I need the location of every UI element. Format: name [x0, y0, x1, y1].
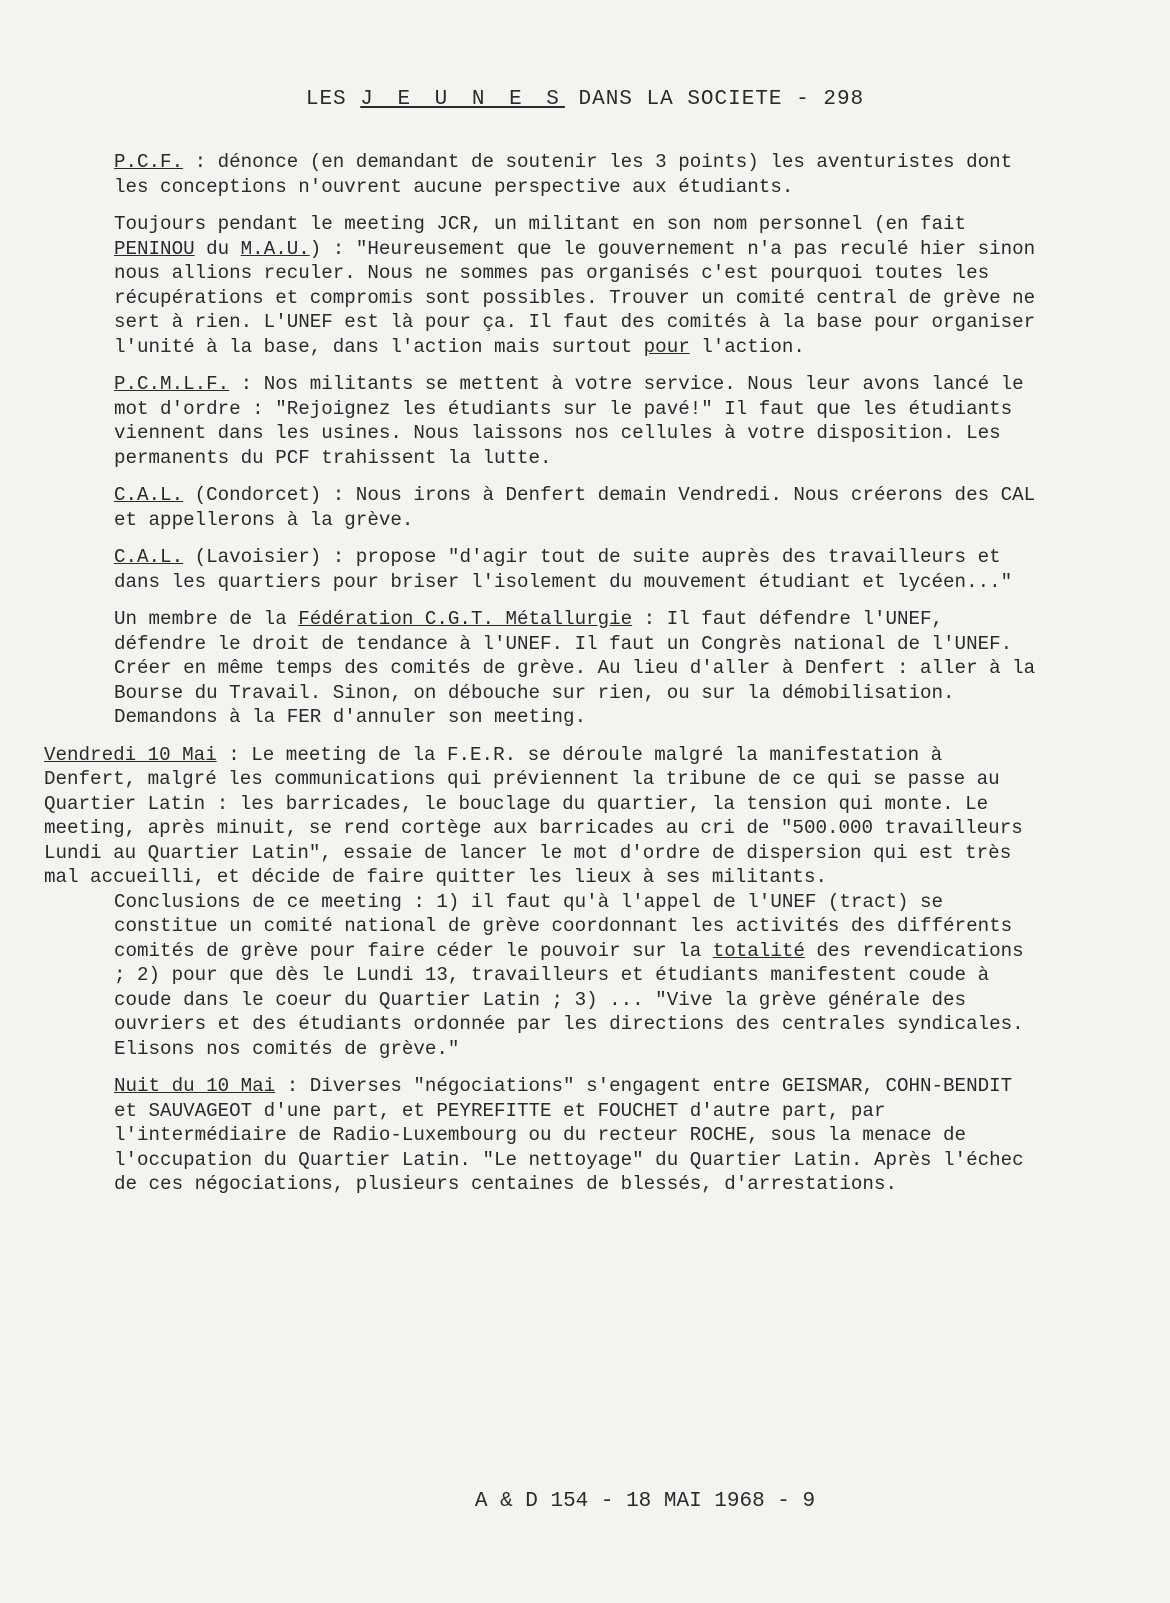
paragraph-conclusions — [44, 890, 1044, 1062]
paragraph-text: l'action. — [689, 335, 805, 358]
paragraph-text: ) : "Heureusement que le gouvernement n'a pas reculé hier sinon nous allions reculer. Nous ne sommes pas organisés c'est pourquoi toutes les récupérations et compromis sont possibles. Trouver un comité central de grève ne sert à rien. L'UNEF est là pour ça. Il faut des comités à la base pour organiser l'unité à la base, dans l'action mais surtout — [114, 237, 1036, 358]
page-header — [0, 88, 1170, 111]
paragraph-label: P.C.F. — [114, 151, 184, 173]
paragraph-cal-condorcet — [44, 483, 1044, 532]
emphasis-pour: pour — [643, 335, 690, 358]
paragraph-text: : Nos militants se mettent à votre service. Nous leur avons lancé le mot d'ordre : "Rejoignez les étudiants sur le pavé!" Il faut que les étudiants viennent dans les usines. Nous laissons nos cellules à votre disposition. Les permanents du PCF trahissent la lutte. — [114, 373, 1024, 469]
org-cgt: Fédération C.G.T. Métallurgie — [298, 608, 633, 630]
paragraph-label: Nuit du 10 Mai — [114, 1075, 276, 1097]
name-peninou: PENINOU — [114, 237, 195, 260]
paragraph-text: : dénonce (en demandant de soutenir les 3 points) les aventuristes dont les conceptions n'ouvrent aucune perspective aux étudiants. — [114, 151, 1013, 198]
paragraph-cal-lavoisier — [44, 545, 1044, 594]
paragraph-text: : Le meeting de la F.E.R. se déroule malgré la manifestation à Denfert, malgré les communications qui préviennent la tribune de ce qui se passe au Quartier Latin : les barricades, le bouclage du quartier, la tension qui monte. Le meeting, après minuit, se rend cortège aux barricades au cri de "500.000 travailleurs Lundi au Quartier Latin", essaie de lancer le mot d'ordre de dispersion qui est très mal accueilli, et décide de faire quitter les lieux à ses militants. — [44, 743, 1023, 888]
page-footer: A & D 154 - 18 MAI 1968 - 9 — [474, 1490, 816, 1513]
paragraph-text: (Condorcet) : Nous irons à Denfert demain Vendredi. Nous créerons des CAL et appellerons à la grève. — [114, 484, 1036, 531]
document-body — [44, 150, 1044, 1210]
paragraph-nuit — [44, 1074, 1044, 1197]
paragraph-jcr-militant — [44, 212, 1044, 359]
paragraph-text: Conclusions de ce meeting : 1) il faut qu'à l'appel de l'UNEF (tract) se constitue un comité national de grève coordonnant les activités des différents comités de grève pour faire céder le pouvoir sur la — [114, 890, 1013, 962]
paragraph-text: du — [194, 237, 241, 260]
paragraph-text: (Lavoisier) : propose "d'agir tout de suite auprès des travailleurs et dans les quartiers pour briser l'isolement du mouvement étudiant et lycéen..." — [114, 546, 1013, 593]
paragraph-label: P.C.M.L.F. — [114, 373, 230, 395]
paragraph-text: : Il faut défendre l'UNEF, défendre le droit de tendance à l'UNEF. Il faut un Congrès national de l'UNEF. Créer en même temps des comités de grève. Au lieu d'aller à Denfert : aller à la Bourse du Travail. Sinon, on débouche sur rien, ou sur la démobilisation. Demandons à la FER d'annuler son meeting. — [114, 608, 1036, 728]
org-mau: M.A.U. — [240, 237, 310, 260]
header-pre: LES — [305, 88, 347, 111]
paragraph-label: C.A.L. — [114, 546, 184, 568]
header-jeunes: J E U N E S — [360, 88, 565, 111]
paragraph-text: des revendications ; 2) pour que dès le Lundi 13, travailleurs et étudiants manifestent coude à coude dans le coeur du Quartier Latin ; 3) ... "Vive la grève générale des ouvriers et des étudiants ordonnée par les directions des centrales syndicales. Elisons nos comités de grève." — [114, 939, 1024, 1060]
paragraph-label: C.A.L. — [114, 484, 184, 506]
emphasis-totalite: totalité — [712, 939, 805, 962]
paragraph-pcf — [44, 150, 1044, 199]
paragraph-vendredi — [44, 743, 1044, 890]
paragraph-text: : Diverses "négociations" s'engagent entre GEISMAR, COHN-BENDIT et SAUVAGEOT d'une part, et PEYREFITTE et FOUCHET d'autre part, par l'intermédiaire de Radio-Luxembourg ou du recteur ROCHE, sous la menace de l'occupation du Quartier Latin. "Le nettoyage" du Quartier Latin. Après l'échec de ces négociations, plusieurs centaines de blessés, d'arrestations. — [114, 1075, 1024, 1195]
paragraph-label: Vendredi 10 Mai — [44, 743, 217, 766]
header-post: DANS LA SOCIETE - 298 — [578, 88, 865, 111]
paragraph-cgt — [44, 607, 1044, 730]
paragraph-text: Un membre de la — [114, 608, 299, 630]
paragraph-text: Toujours pendant le meeting JCR, un militant en son nom personnel (en fait — [114, 213, 967, 235]
paragraph-pcmlf — [44, 372, 1044, 470]
